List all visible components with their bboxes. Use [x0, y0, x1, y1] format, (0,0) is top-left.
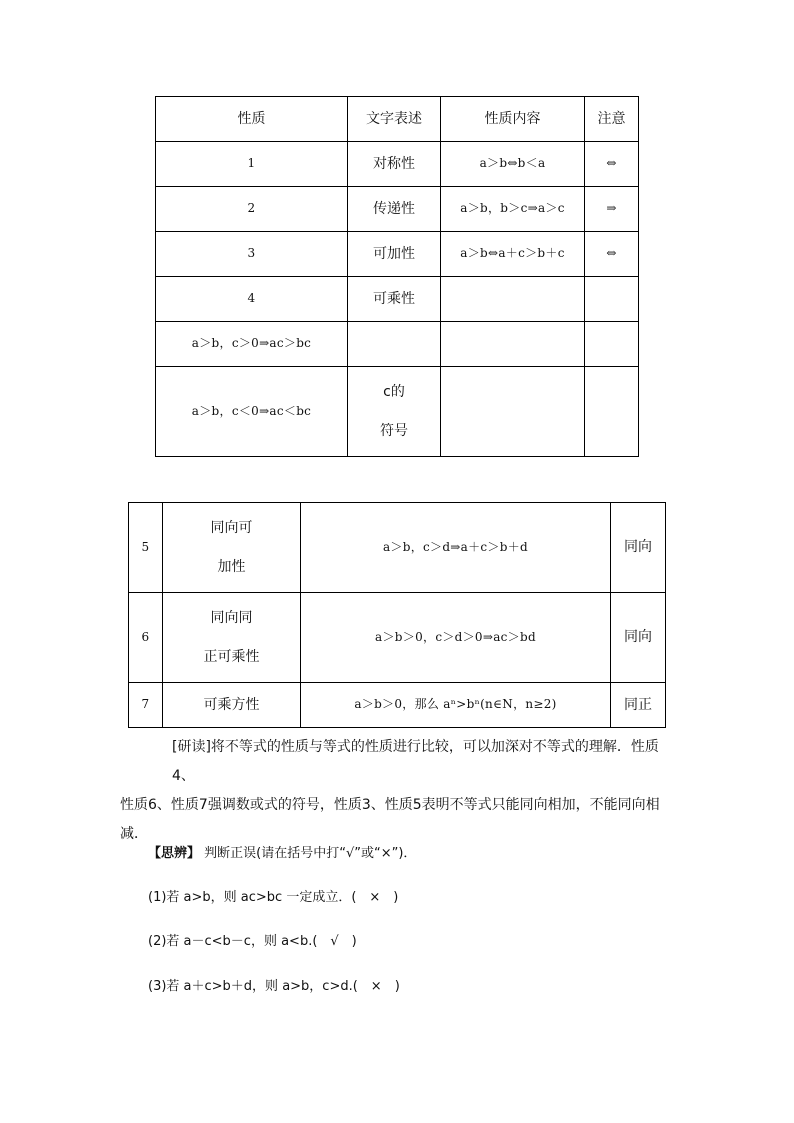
- think-label: 【思辨】: [148, 846, 201, 861]
- exercise-item: (3)若 a＋c>b＋d，则 a>b，c>d.( × ): [148, 979, 400, 994]
- property-note: 同正: [611, 683, 666, 728]
- property-content: a＞b⇔a＋c＞b＋c: [441, 232, 585, 277]
- property-content: a＞b，b＞c⇒a＞c: [441, 187, 585, 232]
- empty-cell: [585, 322, 639, 367]
- table-row: [156, 277, 639, 322]
- property-number: 2: [156, 187, 348, 232]
- table-row: [156, 187, 639, 232]
- name-line: 同向可: [210, 520, 253, 537]
- name-line: c的: [383, 384, 405, 401]
- header-cell: 性质内容: [441, 97, 585, 142]
- property-number: 7: [129, 683, 163, 728]
- name-line: 正可乘性: [203, 648, 260, 665]
- name-line: 符号: [380, 422, 408, 439]
- exercise-item: (1)若 a>b，则 ac>bc 一定成立．( × ): [148, 890, 399, 905]
- table-header-row: [156, 97, 639, 142]
- property-number: 4: [156, 277, 348, 322]
- header-cell: 性质: [156, 97, 348, 142]
- table-row: [129, 503, 666, 593]
- think-text: 判断正误(请在括号中打“√”或“×”)．: [200, 846, 417, 861]
- property-name: 对称性: [348, 142, 441, 187]
- property-note: ⇒: [585, 187, 639, 232]
- header-cell: 注意: [585, 97, 639, 142]
- property-number: 3: [156, 232, 348, 277]
- empty-cell: [348, 322, 441, 367]
- table-row: [156, 367, 639, 457]
- property-note: 同向: [611, 503, 666, 593]
- property-content: a＞b⇔b＜a: [441, 142, 585, 187]
- name-line: 同向同: [210, 610, 253, 627]
- property-note: [585, 277, 639, 322]
- property-name: 传递性: [348, 187, 441, 232]
- property-content: a＞b＞0，c＞d＞0⇒ac＞bd: [301, 593, 611, 683]
- property-content: [441, 277, 585, 322]
- sub-property-text: a＞b，c＜0⇒ac＜bc: [156, 367, 348, 457]
- properties-table-2: [128, 502, 666, 728]
- empty-cell: [441, 322, 585, 367]
- name-line: 加性: [217, 558, 246, 575]
- property-number: 5: [129, 503, 163, 593]
- exercise-item: (2)若 a－c<b－c，则 a<b.( √ ): [148, 934, 357, 949]
- table-row: [156, 142, 639, 187]
- reading-line: [研读]将不等式的性质与等式的性质进行比较，可以加深对不等式的理解．性质4、: [172, 739, 659, 784]
- empty-cell: [441, 367, 585, 457]
- property-number: 1: [156, 142, 348, 187]
- property-name: [348, 367, 441, 457]
- empty-cell: [585, 367, 639, 457]
- table-row: [129, 593, 666, 683]
- property-name: 可乘性: [348, 277, 441, 322]
- property-number: 6: [129, 593, 163, 683]
- reading-line: 性质6、性质7强调数或式的符号，性质3、性质5表明不等式只能同向相加，不能同向相: [120, 797, 660, 813]
- reading-paragraph: [120, 733, 680, 849]
- property-note: ⇔: [585, 142, 639, 187]
- table-row: [156, 232, 639, 277]
- property-name: [163, 503, 301, 593]
- property-name: [163, 593, 301, 683]
- table-row: [129, 683, 666, 728]
- property-name: 可乘方性: [163, 683, 301, 728]
- property-content: a＞b＞0，那么 aⁿ>bⁿ(n∈N，n≥2): [301, 683, 611, 728]
- table-row: [156, 322, 639, 367]
- reading-line: 减．: [120, 826, 148, 842]
- properties-table-1: [155, 96, 639, 457]
- header-cell: 文字表述: [348, 97, 441, 142]
- property-content: a＞b，c＞d⇒a＋c＞b＋d: [301, 503, 611, 593]
- property-note: 同向: [611, 593, 666, 683]
- property-name: 可加性: [348, 232, 441, 277]
- sub-property-text: a＞b，c＞0⇒ac＞bc: [156, 322, 348, 367]
- property-note: ⇔: [585, 232, 639, 277]
- think-heading: [148, 842, 416, 861]
